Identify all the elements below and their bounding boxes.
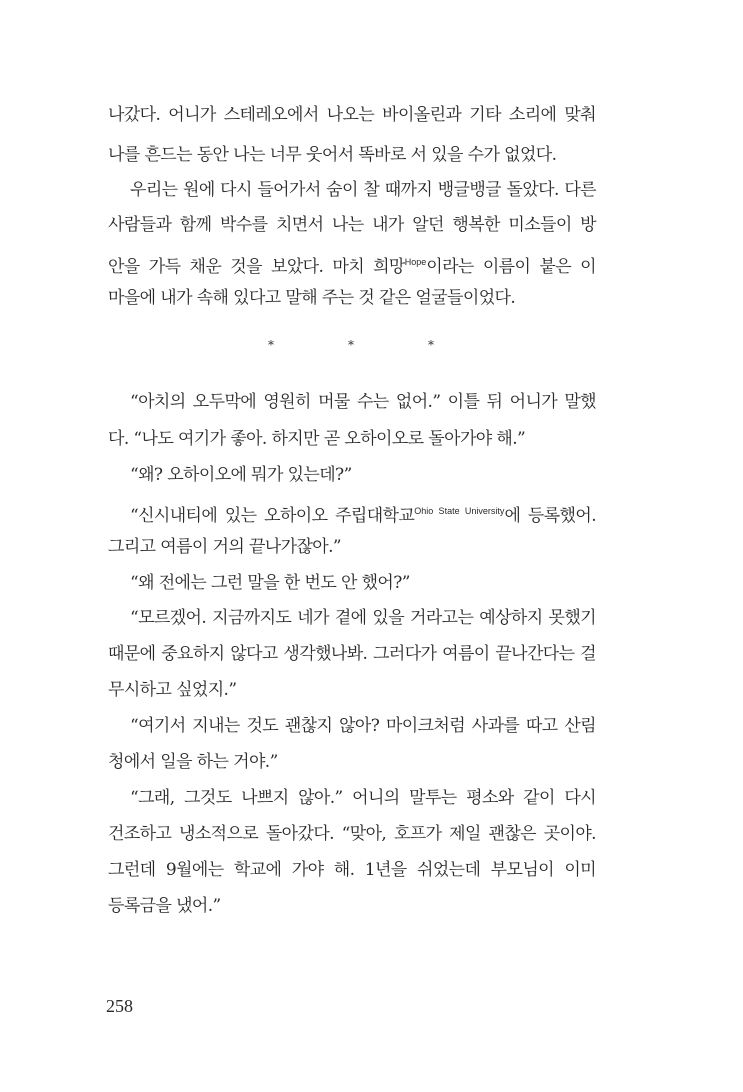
text-line: “왜 전에는 그런 말을 한 번도 안 했어?” — [130, 573, 410, 593]
section-separator-star: * — [348, 338, 354, 352]
section-separator-star: * — [268, 338, 274, 352]
text-line: “여기서 지내는 것도 괜찮지 않아? 마이크처럼 사과를 따고 산림 — [130, 716, 596, 736]
english-gloss: Hope — [404, 257, 427, 267]
text-line: “아치의 오두막에 영원히 머물 수는 없어.” 이틀 뒤 어니가 말했 — [130, 392, 596, 412]
text-line: 그리고 여름이 거의 끝나가잖아.” — [108, 537, 341, 557]
text-line: “왜? 오하이오에 뭐가 있는데?” — [130, 465, 352, 485]
text-line: 등록금을 냈어.” — [108, 896, 221, 916]
text-line: “모르겠어. 지금까지도 네가 곁에 있을 거라고는 예상하지 못했기 — [130, 608, 596, 628]
text-segment: 안을 가득 채운 것을 보았다. 마치 희망 — [108, 257, 405, 277]
text-line: 다. “나도 여기가 좋아. 하지만 곧 오하이오로 돌아가야 해.” — [108, 429, 526, 449]
text-segment: 이라는 이름이 붙은 이 — [426, 257, 596, 277]
text-line: 건조하고 냉소적으로 돌아갔다. “맞아, 호프가 제일 괜찮은 곳이야. — [108, 824, 596, 844]
text-line: 청에서 일을 하는 거야.” — [108, 752, 278, 772]
text-line — [130, 500, 596, 527]
page-number: 258 — [106, 996, 133, 1016]
text-line: 때문에 중요하지 않다고 생각했나봐. 그러다가 여름이 끝나간다는 걸 — [108, 644, 596, 664]
text-line: 마을에 내가 속해 있다고 말해 주는 것 같은 얼굴들이었다. — [108, 288, 516, 308]
text-line: “그래, 그것도 나쁘지 않아.” 어니의 말투는 평소와 같이 다시 — [130, 788, 596, 808]
text-segment: “신시내티에 있는 오하이오 주립대학교 — [130, 506, 415, 526]
text-segment: 에 등록했어. — [504, 506, 597, 526]
text-line: 그런데 9월에는 학교에 가야 해. 1년을 쉬었는데 부모님이 이미 — [108, 860, 596, 880]
english-gloss: Ohio State University — [414, 506, 505, 516]
text-line: 무시하고 싶었지.” — [108, 680, 237, 700]
text-line: 나갔다. 어니가 스테레오에서 나오는 바이올린과 기타 소리에 맞춰 — [108, 105, 596, 125]
text-line: 나를 흔드는 동안 나는 너무 웃어서 똑바로 서 있을 수가 없었다. — [108, 145, 557, 165]
text-line — [108, 251, 596, 278]
text-line: 우리는 원에 다시 들어가서 숨이 찰 때까지 뱅글뱅글 돌았다. 다른 — [130, 180, 596, 200]
text-line: 사람들과 함께 박수를 치면서 나는 내가 알던 행복한 미소들이 방 — [108, 215, 596, 235]
section-separator-star: * — [428, 338, 434, 352]
